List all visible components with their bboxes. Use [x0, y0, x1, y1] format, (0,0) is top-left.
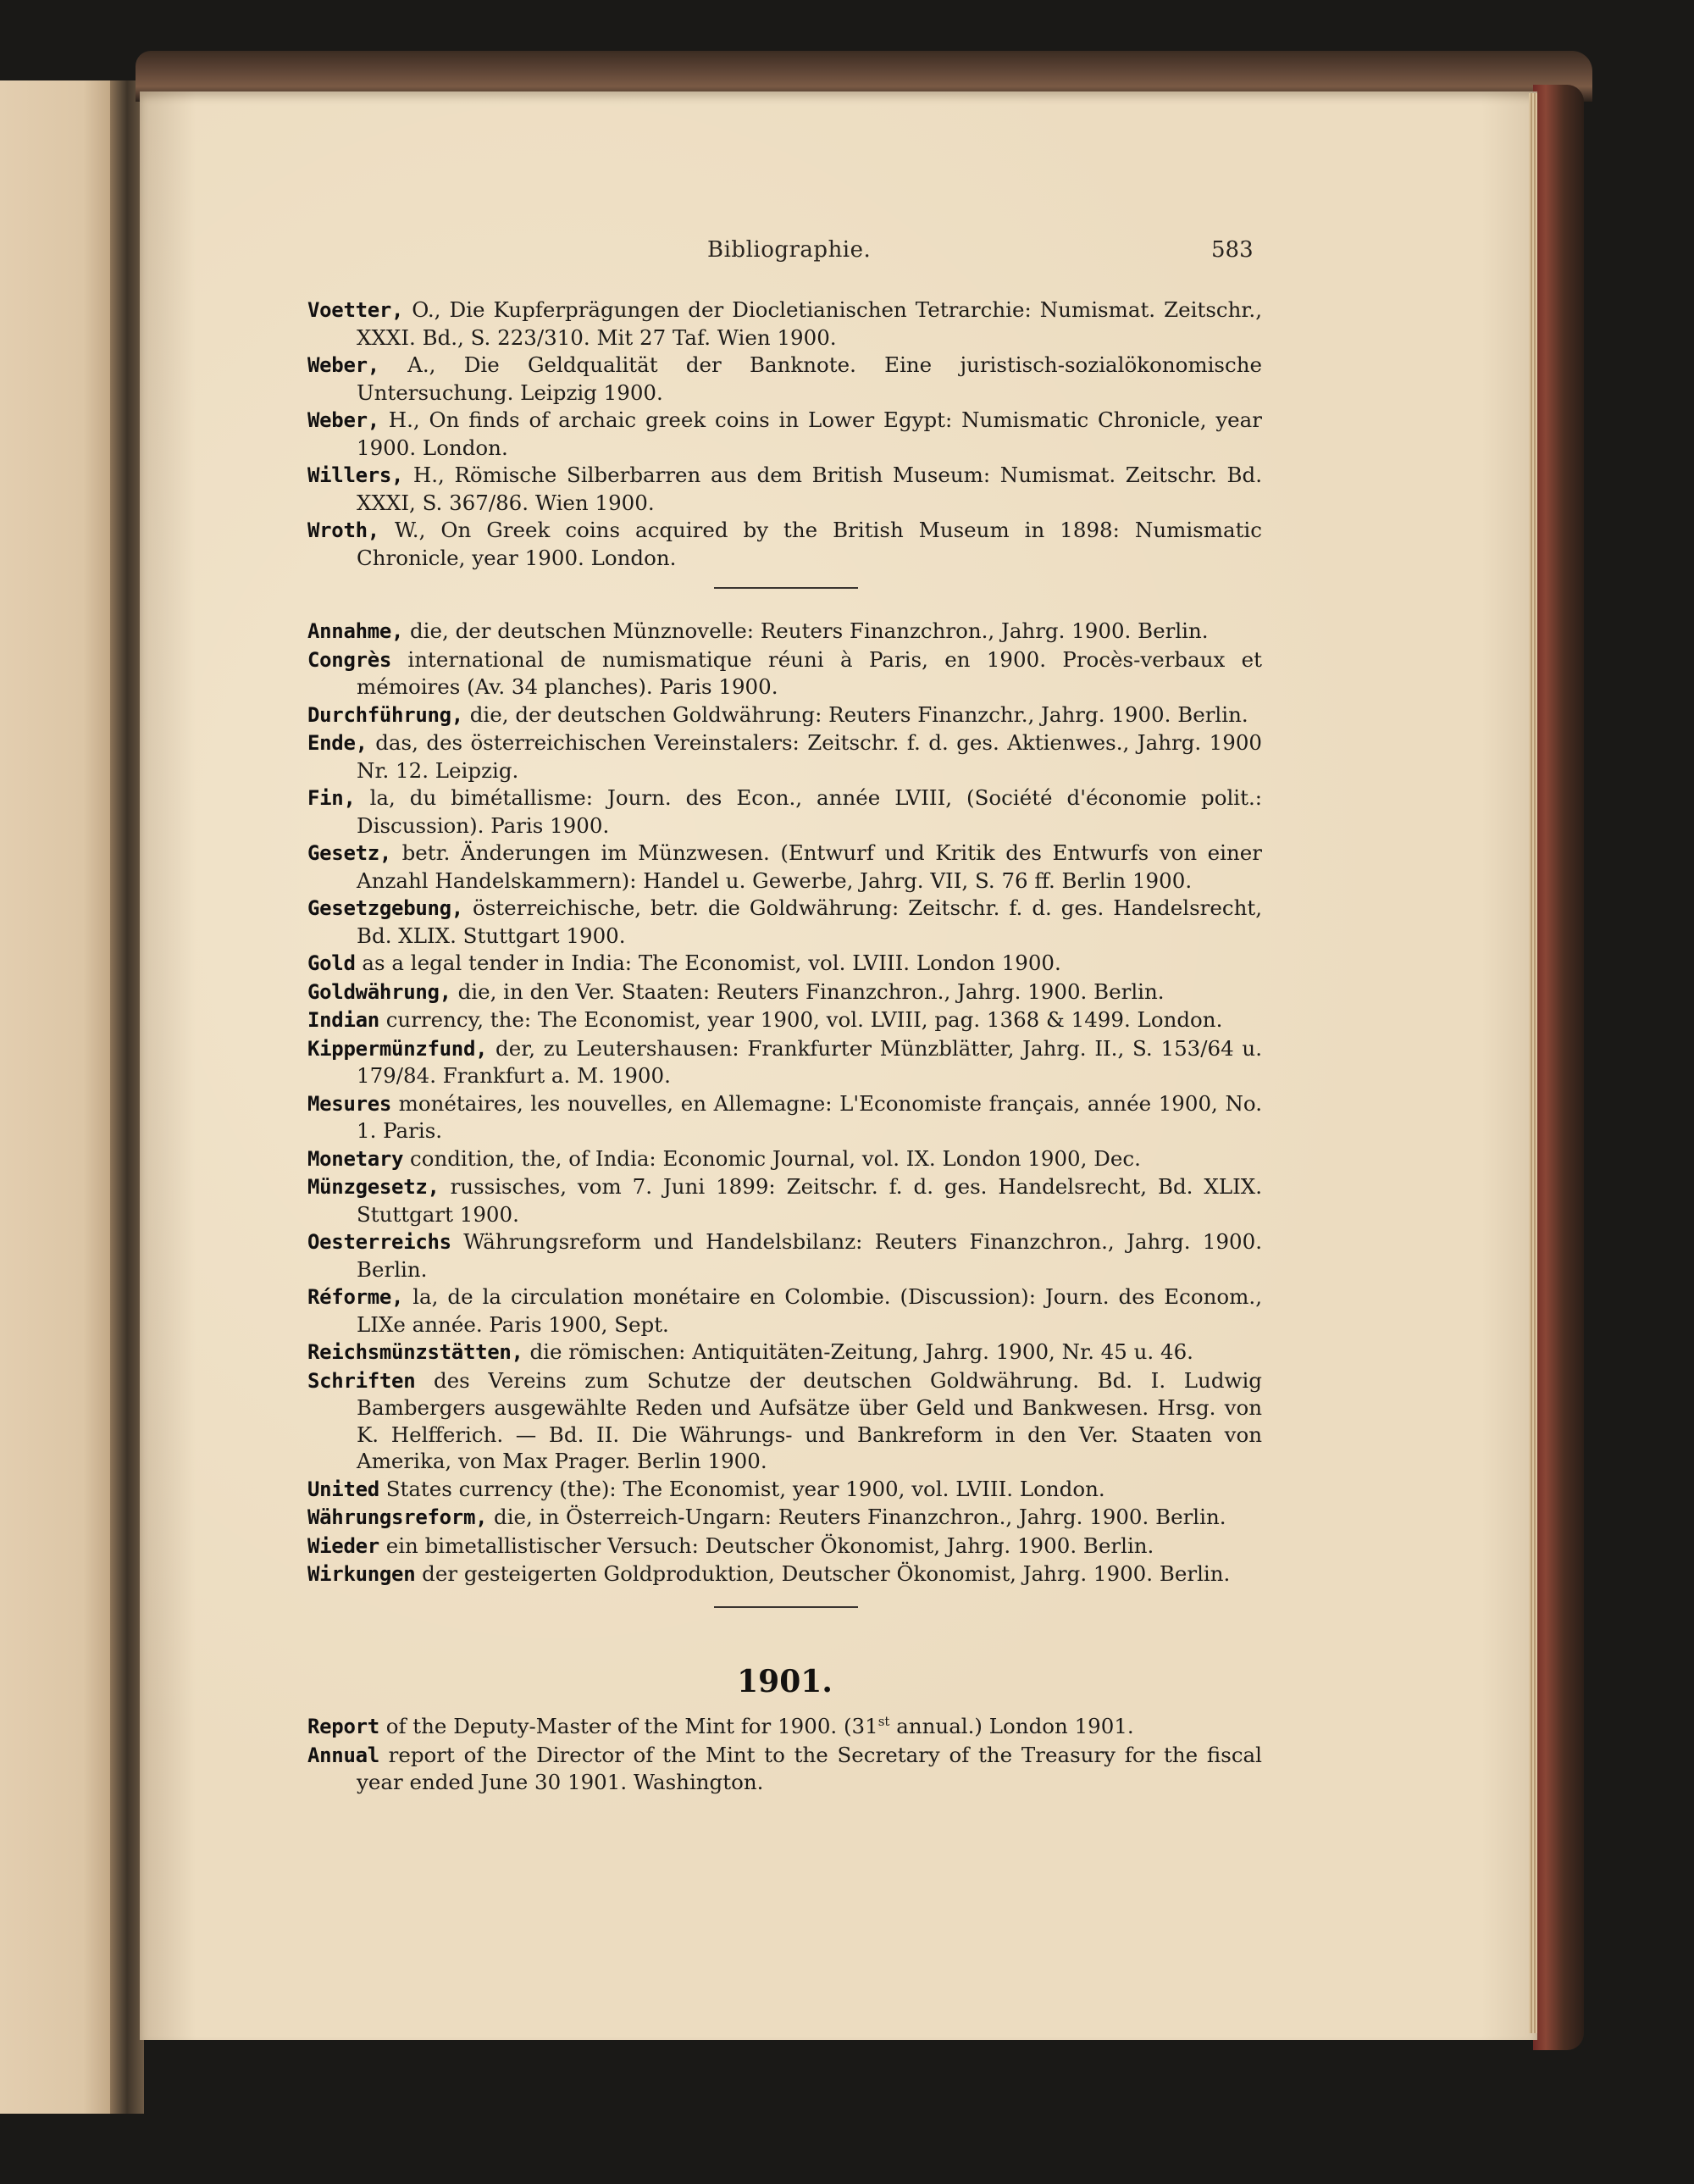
entry-text: österreichische, betr. die Goldwährung: Zeitschr. f. d. ges. Handelsrecht, Bd. XLIX. Stuttgart 1900.: [357, 895, 1262, 948]
entry-text: international de numismatique réuni à Paris, en 1900. Procès-verbaux et mémoires (Av. 34 planches). Paris 1900.: [357, 646, 1262, 699]
bibliography-entry: [307, 895, 1262, 949]
bibliography-text: [307, 297, 1262, 1797]
bibliography-entry: [307, 701, 1262, 729]
running-title: Bibliographie.: [707, 237, 872, 263]
entry-keyword: Weber,: [307, 353, 379, 377]
entry-text: die römischen: Antiquitäten-Zeitung, Jahrg. 1900, Nr. 45 u. 46.: [523, 1339, 1193, 1364]
entry-keyword: Monetary: [307, 1146, 404, 1171]
anonymous-entries: [307, 618, 1262, 1588]
entry-text: la, de la circulation monétaire en Colombie. (Discussion): Journ. des Econom., LIXe année. Paris 1900, Sept.: [357, 1284, 1262, 1337]
bibliography-entry: [307, 517, 1262, 571]
bibliography-entry: [307, 1006, 1262, 1034]
entry-keyword: Kippermünzfund,: [307, 1036, 488, 1061]
entry-keyword: Fin,: [307, 786, 356, 810]
entry-keyword: Goldwährung,: [307, 979, 451, 1004]
entry-keyword: Wieder: [307, 1533, 379, 1558]
entry-keyword: Gold: [307, 951, 356, 975]
year-heading: 1901.: [737, 1663, 833, 1699]
entry-keyword: Congrès: [307, 647, 392, 672]
entry-keyword: Oesterreichs: [307, 1230, 451, 1254]
bibliography-entry: [307, 1533, 1262, 1560]
entry-text: Währungsreform und Handelsbilanz: Reuters Finanzchron., Jahrg. 1900. Berlin.: [357, 1229, 1262, 1282]
entry-text: des Vereins zum Schutze der deutschen Goldwährung. Bd. I. Ludwig Bambergers ausgewählte Reden und Aufsätze über Geld und Bankwesen. Hrsg. von K. Helfferich. — Bd. II. Die Währungs- und Bankreform in den Ver. Staaten von Amerika, von Max Prager. Berlin 1900.: [357, 1367, 1262, 1473]
page-header: [0, 237, 1694, 271]
bibliography-entry: [307, 1367, 1262, 1475]
entry-text: der, zu Leutershausen: Frankfurter Münzblätter, Jahrg. II., S. 153/64 u. 179/84. Frankfurt a. M. 1900.: [357, 1035, 1262, 1088]
entry-keyword: Réforme,: [307, 1285, 404, 1309]
entry-keyword: Schriften: [307, 1368, 416, 1393]
bibliography-entry: [307, 1035, 1262, 1089]
bibliography-entry: [307, 352, 1262, 406]
entry-keyword: Annahme,: [307, 619, 404, 643]
bibliography-entry: [307, 1339, 1262, 1366]
entry-keyword: Report: [307, 1715, 379, 1739]
entry-keyword: Gesetzgebung,: [307, 896, 463, 920]
bibliography-entry: [307, 407, 1262, 461]
entry-text: das, des österreichischen Vereinstalers: Zeitschr. f. d. ges. Aktienwes., Jahrg. 1900 Nr. 12. Leipzig.: [357, 730, 1262, 783]
entry-keyword: Annual: [307, 1743, 379, 1767]
entry-text: die, der deutschen Münznovelle: Reuters Finanzchron., Jahrg. 1900. Berlin.: [403, 618, 1209, 643]
entry-keyword: Indian: [307, 1008, 379, 1032]
entry-keyword: Wirkungen: [307, 1562, 416, 1586]
entry-text: die, in den Ver. Staaten: Reuters Finanzchron., Jahrg. 1900. Berlin.: [451, 978, 1165, 1004]
entry-text: condition, the, of India: Economic Journal, vol. IX. London 1900, Dec.: [403, 1145, 1141, 1171]
entry-keyword: Voetter,: [307, 298, 404, 322]
page-number: 583: [1211, 237, 1254, 263]
bibliography-entry: [307, 1476, 1262, 1504]
entry-text: as a legal tender in India: The Economist, vol. LVIII. London 1900.: [355, 951, 1061, 975]
entry-text: of the Deputy-Master of the Mint for 1900. (31: [379, 1714, 878, 1739]
entry-text: report of the Director of the Mint to the Secretary of the Treasury for the fiscal year ended June 30 1901. Washington.: [357, 1742, 1262, 1795]
entry-text: H., Römische Silberbarren aus dem British Museum: Numismat. Zeitschr. Bd. XXXI, S. 367/86. Wien 1900.: [357, 463, 1262, 515]
bibliography-entry: [307, 1145, 1262, 1173]
bibliography-entry: [307, 297, 1262, 351]
entry-text: betr. Änderungen im Münzwesen. (Entwurf und Kritik des Entwurfs von einer Anzahl Handelskammern): Handel u. Gewerbe, Jahrg. VII, S. 76 ff. Berlin 1900.: [357, 840, 1262, 893]
bibliography-entry: [307, 618, 1262, 646]
book-cover-right: [1533, 85, 1584, 2050]
entry-text: A., Die Geldqualität der Banknote. Eine juristisch-sozialökonomische Untersuchung. Leipzig 1900.: [357, 352, 1262, 405]
entry-superscript: st: [877, 1714, 890, 1729]
page-stack-edge: [1529, 93, 1537, 2033]
entry-text: russisches, vom 7. Juni 1899: Zeitschr. f. d. ges. Handelsrecht, Bd. XLIX. Stuttgart 1900.: [357, 1174, 1262, 1227]
entry-keyword: Mesures: [307, 1091, 392, 1116]
entry-text: H., On finds of archaic greek coins in Lower Egypt: Numismatic Chronicle, year 1900. London.: [357, 407, 1262, 460]
bibliography-entry: [307, 1709, 1262, 1741]
bibliography-entry: [307, 646, 1262, 701]
bibliography-entry: [307, 1560, 1262, 1588]
entry-keyword: Ende,: [307, 731, 368, 755]
bibliography-entry: [307, 1228, 1262, 1283]
entry-text: ein bimetallistischer Versuch: Deutscher Ökonomist, Jahrg. 1900. Berlin.: [379, 1533, 1154, 1558]
entry-keyword: United: [307, 1477, 379, 1501]
bibliography-entry: [307, 950, 1262, 978]
bibliography-entry: [307, 840, 1262, 894]
entry-text: W., On Greek coins acquired by the British Museum in 1898: Numismatic Chronicle, year 1900. London.: [357, 518, 1262, 570]
book-gutter: [110, 80, 144, 2114]
bibliography-entry: [307, 462, 1262, 516]
entry-keyword: Währungsreform,: [307, 1505, 488, 1529]
entry-keyword: Durchführung,: [307, 702, 463, 727]
entry-keyword: Gesetz,: [307, 841, 392, 865]
bibliography-entry: [307, 729, 1262, 784]
bibliography-entry: [307, 1173, 1262, 1228]
entry-text: States currency (the): The Economist, year 1900, vol. LVIII. London.: [379, 1476, 1105, 1501]
entry-keyword: Weber,: [307, 408, 379, 432]
bibliography-entry: [307, 1283, 1262, 1338]
author-entries: [307, 297, 1262, 571]
entry-text: monétaires, les nouvelles, en Allemagne: L'Economiste français, année 1900, No. 1. Paris.: [357, 1090, 1262, 1143]
entry-keyword: Münzgesetz,: [307, 1175, 440, 1199]
entry-text: der gesteigerten Goldproduktion, Deutscher Ökonomist, Jahrg. 1900. Berlin.: [415, 1561, 1231, 1586]
bibliography-entry: [307, 1742, 1262, 1796]
left-page-edge: [0, 80, 119, 2114]
entry-keyword: Wroth,: [307, 518, 379, 542]
entry-text: O., Die Kupferprägungen der Diocletianischen Tetrarchie: Numismat. Zeitschr., XXXI. Bd., S. 223/310. Mit 27 Taf. Wien 1900.: [357, 297, 1262, 350]
entry-text: annual.) London 1901.: [889, 1714, 1134, 1739]
bibliography-entry: [307, 784, 1262, 839]
bibliography-entry: [307, 1504, 1262, 1532]
bibliography-entry: [307, 1090, 1262, 1145]
entry-keyword: Willers,: [307, 463, 404, 487]
entry-text: die, in Österreich-Ungarn: Reuters Finanzchron., Jahrg. 1900. Berlin.: [487, 1505, 1226, 1529]
bibliography-entry: [307, 978, 1262, 1006]
entry-text: currency, the: The Economist, year 1900, vol. LVIII, pag. 1368 & 1499. London.: [379, 1007, 1223, 1032]
entry-text: die, der deutschen Goldwährung: Reuters Finanzchr., Jahrg. 1900. Berlin.: [462, 701, 1248, 727]
entry-text: la, du bimétallisme: Journ. des Econ., année LVIII, (Société d'économie polit.: Discussion). Paris 1900.: [355, 785, 1262, 838]
entry-keyword: Reichsmünzstätten,: [307, 1340, 523, 1364]
section-rule: [307, 572, 1262, 618]
section-rule-2: [307, 1589, 1262, 1635]
